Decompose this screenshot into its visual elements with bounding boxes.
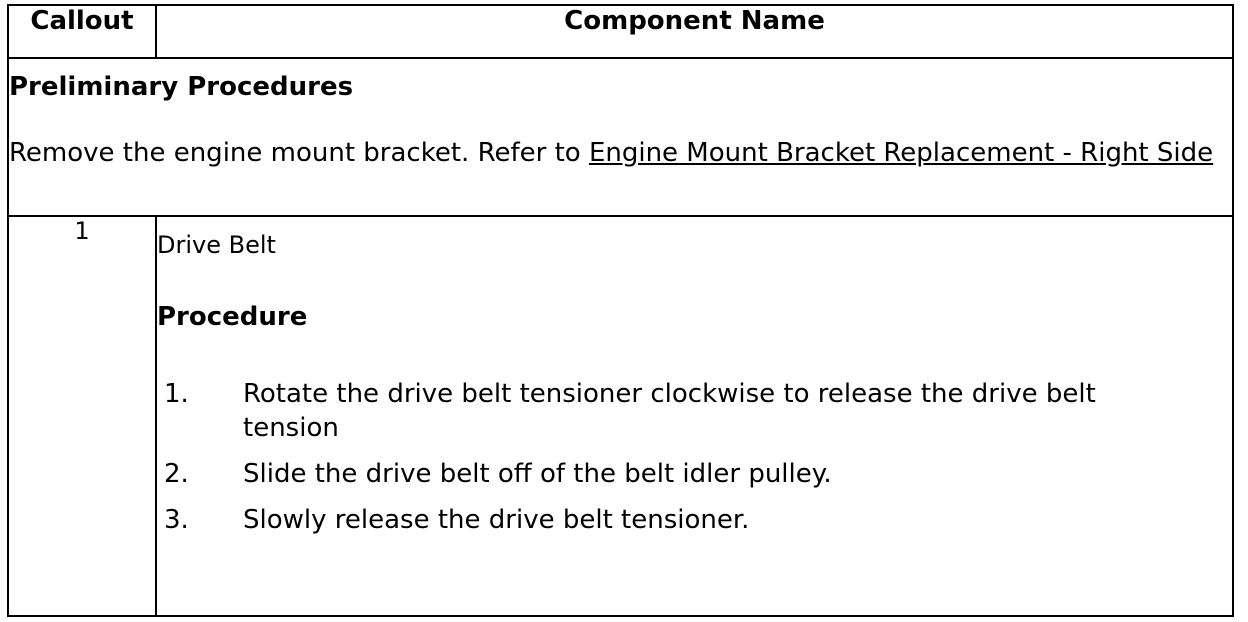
preliminary-row: [8, 58, 1233, 216]
preliminary-cell: [8, 58, 1233, 216]
step-text: Rotate the drive belt tensioner clockwise to release the drive belt tension: [243, 379, 1096, 443]
step-number: 1.: [164, 379, 189, 409]
callout-number: 1: [8, 216, 156, 616]
table-row: [8, 216, 1233, 616]
preliminary-text: [9, 135, 1232, 171]
step-text: Slide the drive belt off of the belt idler pulley.: [243, 459, 832, 489]
procedure-step: [157, 457, 1232, 491]
procedure-heading: Procedure: [157, 302, 308, 332]
preliminary-instruction: Remove the engine mount bracket. Refer to: [9, 138, 589, 168]
procedure-steps: [157, 377, 1232, 537]
component-name-column-header: Component Name: [156, 5, 1233, 58]
table-header-row: [8, 5, 1233, 58]
step-number: 2.: [164, 459, 189, 489]
engine-mount-bracket-link[interactable]: Engine Mount Bracket Replacement - Right Side: [588, 138, 1214, 168]
procedure-step: [157, 503, 1232, 537]
step-number: 3.: [164, 505, 189, 535]
component-name: Drive Belt: [157, 231, 276, 259]
component-cell: [156, 216, 1233, 616]
preliminary-heading: Preliminary Procedures: [9, 72, 354, 102]
step-text: Slowly release the drive belt tensioner.: [243, 505, 750, 535]
callout-column-header: Callout: [8, 5, 156, 58]
procedure-step: [157, 377, 1232, 445]
callout-table: [7, 4, 1234, 617]
